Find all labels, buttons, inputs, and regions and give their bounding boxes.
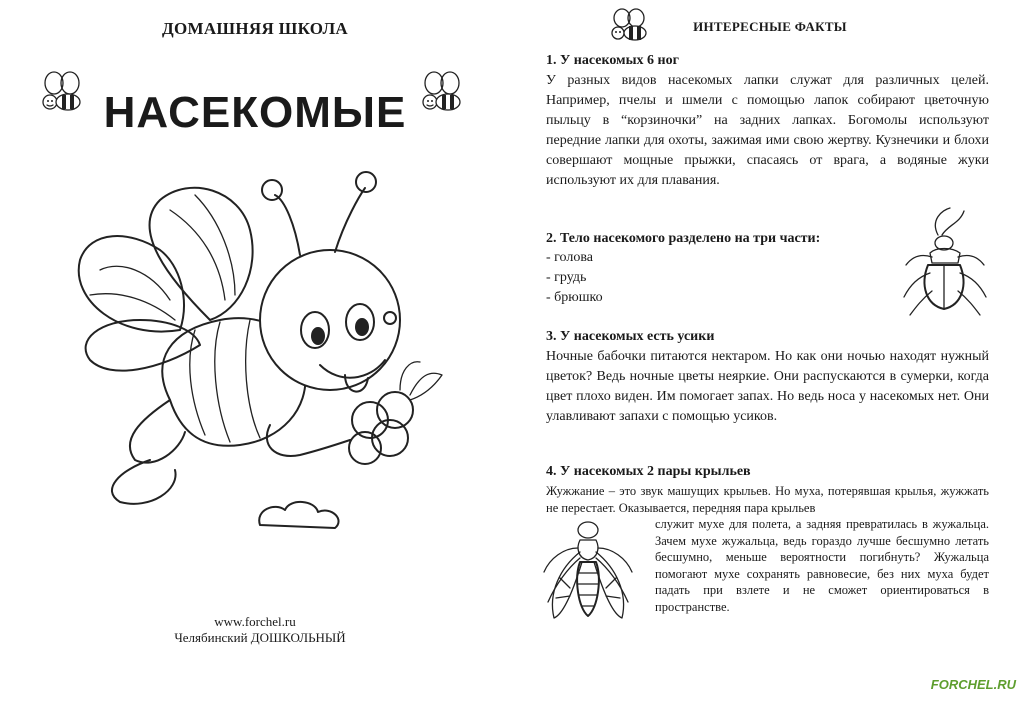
footer-url[interactable]: www.forchel.ru — [214, 614, 296, 629]
fly-illustration — [540, 518, 650, 633]
fact-2-title: 2. Тело насекомого разделено на три части: — [546, 231, 821, 246]
beetle-illustration — [900, 205, 990, 317]
footer-city: Челябинский ДОШКОЛЬНЫЙ — [174, 630, 346, 645]
fact-4-text-side: служит мухе для полета, а задняя превратилась в жужальца. Зачем мухе жужальца, ведь гораздо лучше бесшумно летать бесшумно, меньше вероятности погибнуть? Жужальца помогают мухе сохранять равновесие, без них муха будет падать при взлете и не сможет ориентироваться в пространстве. — [655, 517, 989, 614]
fact-2-item-head: - голова — [546, 250, 593, 265]
fact-2-item-chest: - грудь — [546, 270, 587, 285]
left-page-header: ДОМАШНЯЯ ШКОЛА — [161, 19, 349, 38]
right-page-header: ИНТЕРЕСНЫЕ ФАКТЫ — [693, 19, 847, 34]
page-title: НАСЕКОМЫЕ — [103, 88, 407, 137]
fact-1-text: У разных видов насекомых лапки служат для различных целей. Например, пчелы и шмели с помощью лапок собирают цветочную пыльцу в “корзиночки” на задних лапках. Богомолы используют передние лапки для охоты, зажимая ими свою жертву. Кузнечики и блохи совершают мощные прыжки, спасаясь от врага, а водяные жуки используют их для плавания. — [546, 73, 989, 188]
bee-icon — [40, 70, 86, 116]
fact-3-title: 3. У насекомых есть усики — [546, 329, 715, 344]
bee-character-illustration — [60, 170, 460, 530]
fact-4-text-top: Жужжание – это звук машущих крыльев. Но муха, потерявшая крылья, жужжать не перестает. Оказывается, передняя пара крыльев — [546, 484, 989, 515]
fact-3-text: Ночные бабочки питаются нектаром. Но как они ночью находят нужный цветок? Ведь ночные цветы неяркие. Они распускаются в сумерки, когда цвет плохо виден. Им помогает запах. Но ведь носа у насекомых нет. Они улавливают запахи с помощью усиков. — [546, 349, 989, 424]
fact-1-title: 1. У насекомых 6 ног — [546, 53, 679, 68]
bee-icon — [420, 70, 466, 116]
fact-4-title: 4. У насекомых 2 пары крыльев — [546, 464, 751, 479]
watermark: FORCHEL.RU — [930, 677, 1016, 692]
fact-2-item-abdomen: - брюшко — [546, 290, 603, 305]
